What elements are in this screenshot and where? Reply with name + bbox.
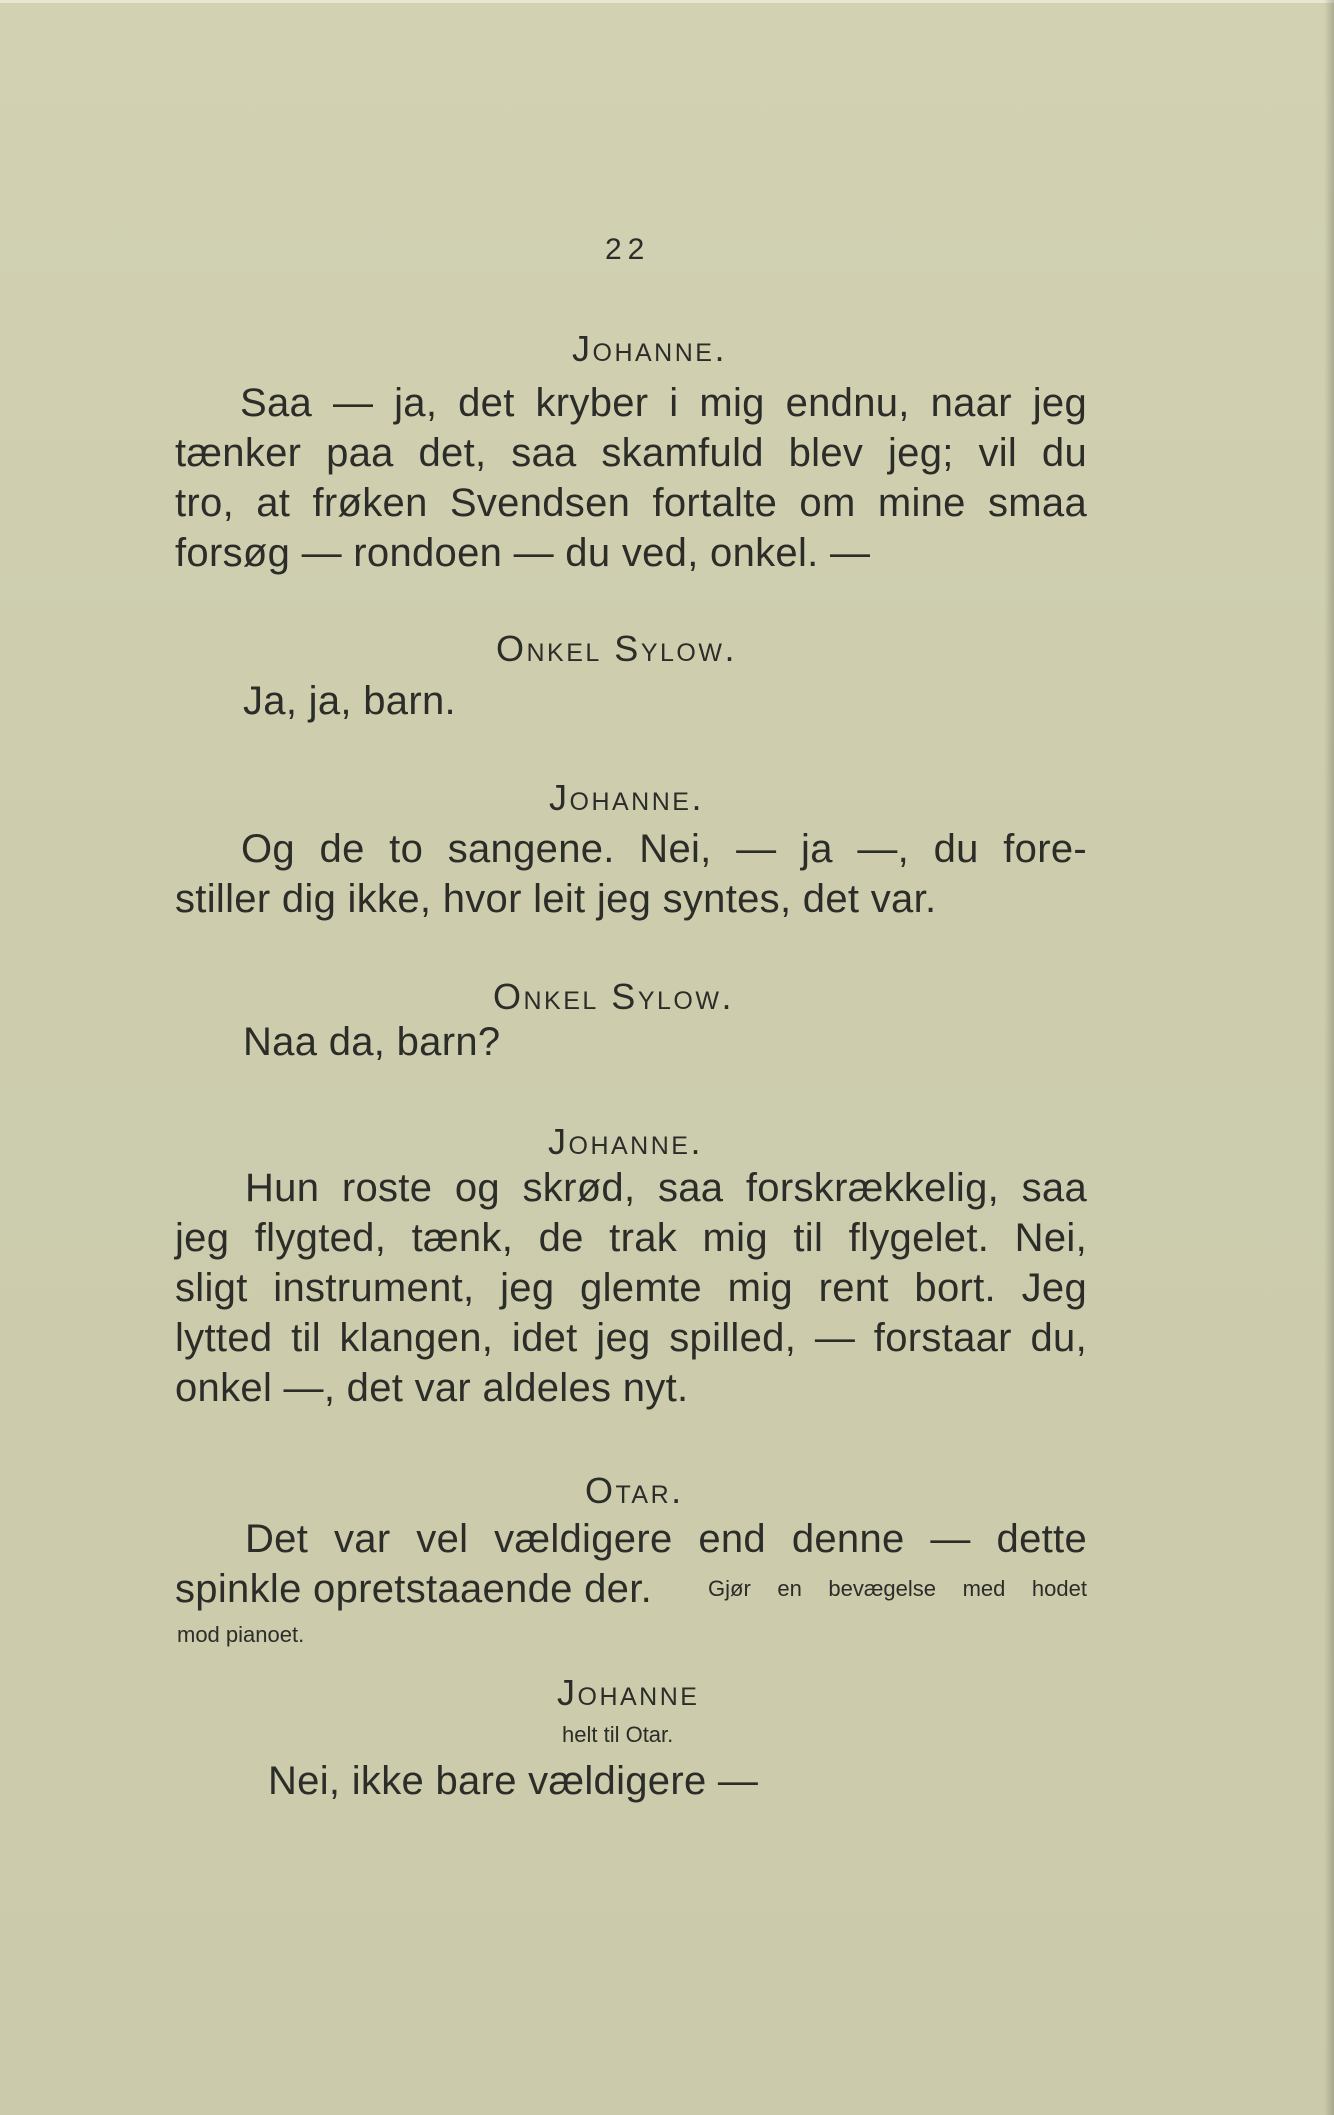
speaker-name: Johanne.	[572, 328, 727, 369]
dialogue-line: Nei, ikke bare vældigere —	[268, 1759, 759, 1803]
dialogue-line: tænker paa det, saa skamfuld blev jeg; vil du	[175, 431, 1087, 475]
speaker-name: Onkel Sylow.	[496, 628, 737, 669]
dialogue-line: tro, at frøken Svendsen fortalte om mine smaa	[175, 481, 1087, 525]
speaker-name: Johanne.	[549, 777, 704, 818]
stage-direction: helt til Otar.	[562, 1722, 674, 1747]
dialogue-line: onkel —, det var aldeles nyt.	[175, 1366, 689, 1410]
dialogue-line: lytted til klangen, idet jeg spilled, — forstaar du,	[175, 1316, 1087, 1360]
stage-direction: mod pianoet.	[177, 1622, 305, 1647]
dialogue-line: stiller dig ikke, hvor leit jeg syntes, det var.	[175, 877, 937, 921]
speaker-name: Johanne	[557, 1672, 700, 1713]
page-number: 22	[605, 233, 651, 266]
page-right-edge	[1324, 0, 1334, 2115]
dialogue-line: jeg flygted, tænk, de trak mig til flygelet. Nei,	[175, 1216, 1087, 1260]
speaker-name: Otar.	[585, 1470, 684, 1511]
dialogue-line	[175, 1563, 652, 1615]
dialogue-line: Ja, ja, barn.	[243, 679, 456, 723]
stage-direction: Gjør en bevægelse med hodet	[708, 1576, 1087, 1601]
dialogue-line: Det var vel vældigere end denne — dette	[245, 1517, 1087, 1561]
dialogue-line: Og de to sangene. Nei, — ja —, du fore-	[241, 827, 1087, 871]
dialogue-line: Hun roste og skrød, saa forskrækkelig, saa	[245, 1166, 1087, 1210]
dialogue-line: sligt instrument, jeg glemte mig rent bort. Jeg	[175, 1266, 1087, 1310]
dialogue-line: Naa da, barn?	[243, 1020, 501, 1064]
speaker-name: Johanne.	[548, 1121, 703, 1162]
speaker-name: Onkel Sylow.	[493, 976, 734, 1017]
dialogue-line: Saa — ja, det kryber i mig endnu, naar jeg	[240, 381, 1087, 425]
dialogue-line: forsøg — rondoen — du ved, onkel. —	[175, 531, 871, 575]
dialogue-text: spinkle opretstaaende der.	[175, 1567, 653, 1611]
page-top-edge	[0, 0, 1334, 3]
